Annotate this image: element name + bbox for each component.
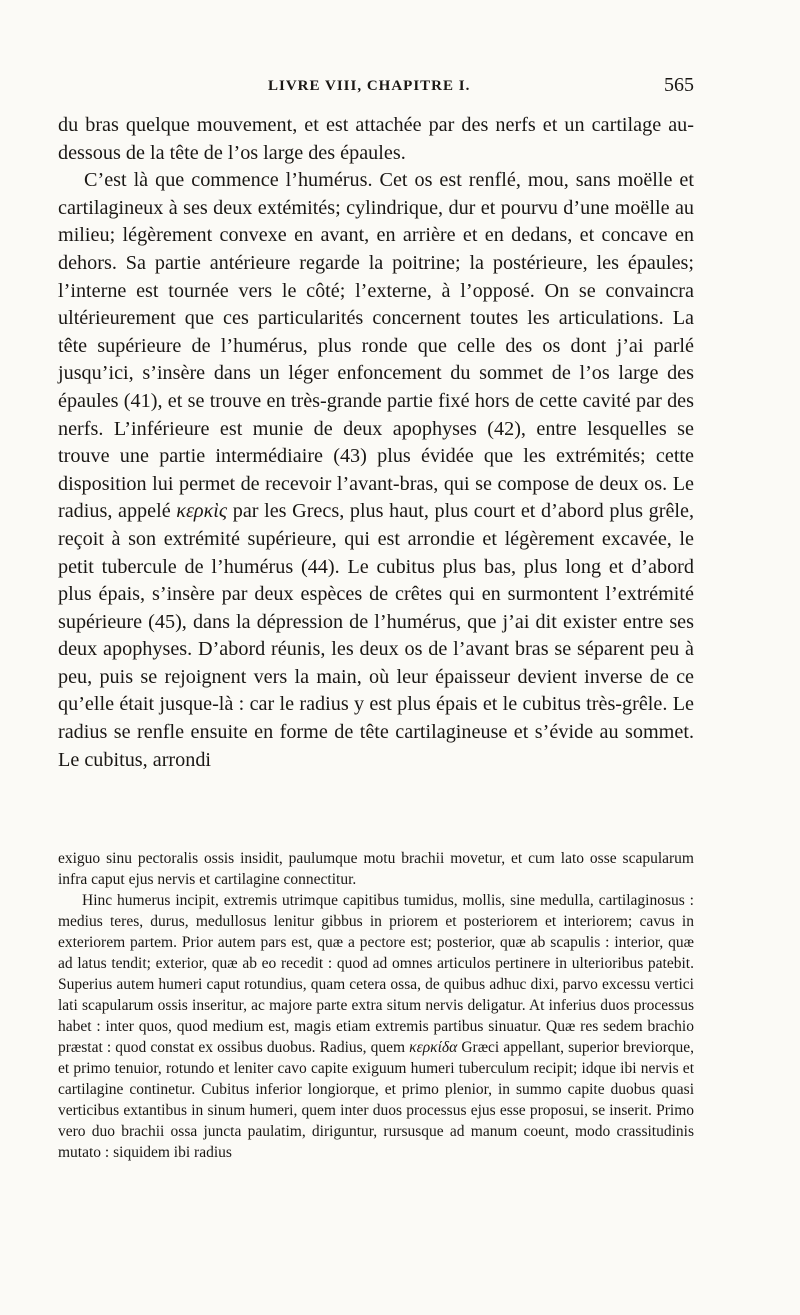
latin-greek-term: κερκίδα xyxy=(409,1039,458,1056)
main-text xyxy=(58,112,694,774)
paragraph-continuation: du bras quelque mouvement, et est attachée par des nerfs et un cartilage au-dessous de la tête de l’os large des épaules. xyxy=(58,114,694,164)
paragraph-humerus-part-1: C’est là que commence l’humérus. Cet os est renflé, mou, sans moëlle et cartilagineux à ses deux extémités; cylindrique, dur et pourvu d’une moëlle au milieu; légèrement convexe en avant, en arrière et en dedans, et concave en dehors. Sa partie antérieure regarde la poitrine; la postérieure, les épaules; l’interne est tournée vers le côté; l’externe, à l’opposé. On se convaincra ultérieurement que ces particularités concernent toutes les articulations. La tête supérieure de l’humérus, plus ronde que celle des os dont j’ai parlé jusqu’ici, s’insère dans un léger enfoncement du sommet de l’os large des épaules (41), et se trouve en très-grande partie fixé hors de cette cavité par des nerfs. L’inférieure est munie de deux apophyses (42), entre lesquelles se trouve une partie intermédiaire (43) plus évidée que les extrémités; cette disposition lui permet de recevoir l’avant-bras, qui se compose de deux os. Le radius, appelé xyxy=(58,169,694,523)
paragraph-humerus-part-2: par les Grecs, plus haut, plus court et d’abord plus grêle, reçoit à son extrémité supérieure, qui est arrondie et légèrement excavée, le petit tubercule de l’humérus (44). Le cubitus plus bas, plus long et d’abord plus épais, s’insère par deux espèces de crêtes qui en surmontent l’extrémité supérieure (45), dans la dépression de l’humérus, que j’ai dit exister entre ses deux apophyses. D’abord réunis, les deux os de l’avant bras se séparent peu à peu, puis se rejoignent vers la main, où leur épaisseur devient inverse de ce qu’elle était jusque-là : car le radius y est plus épais et le cubitus très-grêle. Le radius se renfle ensuite en forme de tête cartilagineuse et s’évide au sommet. Le cubitus, arrondi xyxy=(58,500,695,771)
latin-paragraph-humerus xyxy=(58,890,694,1163)
latin-paragraph-part-2: Græci appellant, superior breviorque, et primo tenuior, rotundo et leniter cavo capite exiguum humeri tuberculum recipit; idque ibi nervis et cartilagine continetur. Cubitus inferior longiorque, et primo plenior, in summo capite duobus quasi verticibus extantibus in sinum humeri, quem inter duos processus ejus esse proposui, se inserit. Primo vero duo brachii ossa juncta paulatim, diriguntur, rursusque ad manum coeunt, modo crassitudinis mutato : siquidem ibi radius xyxy=(58,1039,695,1161)
greek-term: κερκὶς xyxy=(176,500,228,523)
paragraph-humerus xyxy=(58,167,694,774)
latin-source-text xyxy=(58,848,694,1163)
latin-paragraph-part-1: Hinc humerus incipit, extremis utrimque capitibus tumidus, mollis, sine medulla, cartilaginosus : medius teres, durus, medullosus lenitur gibbus in priorem et posteriorem et interiorem; cavus in exteriorem partem. Prior autem pars est, quæ a pectore est; posterior, quæ ab scapulis : interior, quæ ad latus tendit; exterior, quæ ab eo recedit : quod ad omnes articulos pertinere in ulterioribus patebit. Superius autem humeri caput rotundius, quam cetera ossa, de quibus adhuc dixi, parvo excessu vertici lati scapularum ossis inseritur, ac majore parte extra situm nervis deligatur. At inferius duos processus habet : inter quos, quod medium est, magis etiam extremis partibus sinuatur. Quæ res sedem brachio præstat : quod constat ex ossibus duobus. Radius, quem xyxy=(58,892,694,1056)
page-number: 565 xyxy=(664,74,694,96)
latin-paragraph-continuation: exiguo sinu pectoralis ossis insidit, paulumque motu brachii movetur, et cum lato osse scapularum infra caput ejus nervis et cartilagine connectitur. xyxy=(58,850,694,888)
page-header xyxy=(58,74,694,102)
running-title: LIVRE VIII, CHAPITRE I. xyxy=(268,78,471,94)
